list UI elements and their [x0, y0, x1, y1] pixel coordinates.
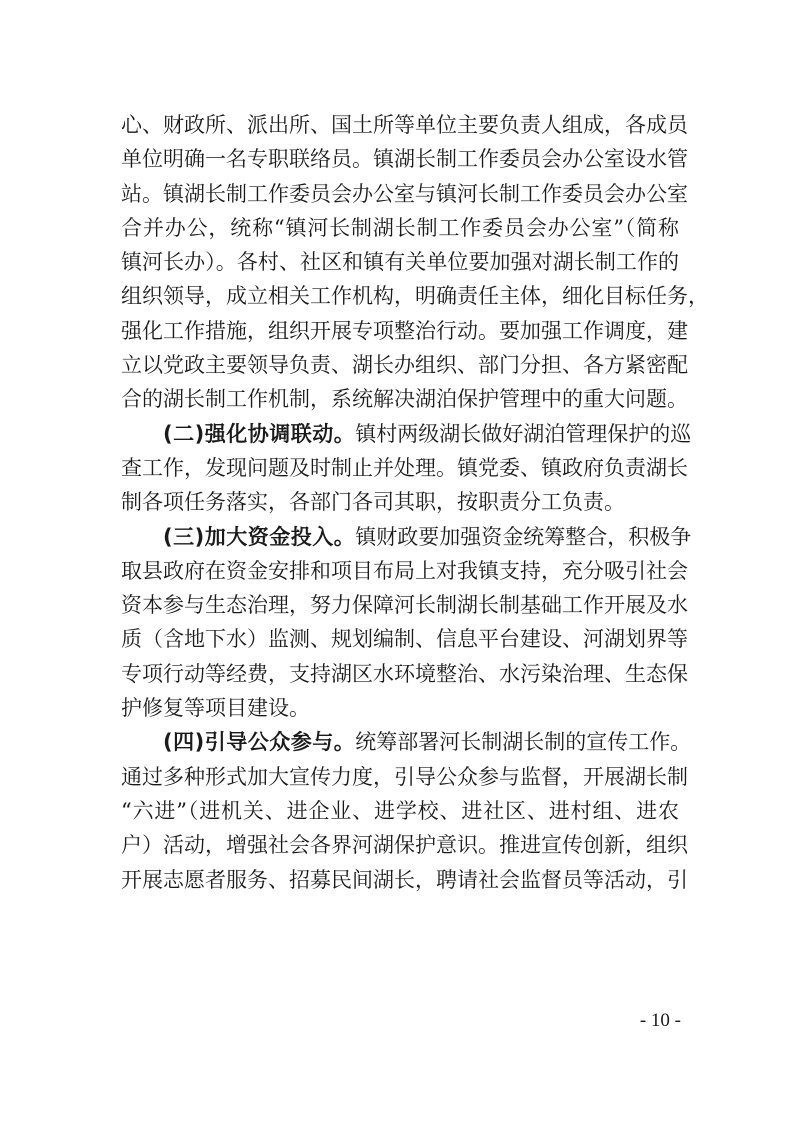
text-line: 质（含地下水）监测、规划编制、信息平台建设、河湖划界等 [121, 627, 688, 652]
text-line: 镇河长办）。各村、社区和镇有关单位要加强对湖长制工作的 [121, 250, 679, 275]
text-line: 取县政府在资金安排和项目布局上对我镇支持，充分吸引社会 [121, 558, 688, 583]
text-run: 镇财政要加强资金统筹整合，积极争 [355, 524, 692, 549]
section-funding [121, 520, 692, 726]
text-line: 合并办公，统称“镇河长制湖长制工作委员会办公室”（简称 [121, 215, 679, 240]
text-line: 单位明确一名专职联络员。镇湖长制工作委员会办公室设水管 [121, 147, 688, 172]
text-line: 强化工作措施，组织开展专项整治行动。要加强工作调度，建 [121, 318, 688, 343]
text-line [121, 725, 692, 759]
text-line: 站。镇湖长制工作委员会办公室与镇河长制工作委员会办公室 [121, 181, 688, 206]
section-public-participation [121, 725, 692, 896]
paragraph-continuation [121, 108, 709, 417]
section-heading: (四)引导公众参与。 [163, 730, 356, 755]
section-coordination [121, 417, 692, 520]
text-line: 开展志愿者服务、招募民间湖长，聘请社会监督员等活动，引 [121, 867, 688, 892]
text-line: 合的湖长制工作机制，系统解决湖泊保护管理中的重大问题。 [121, 387, 688, 412]
text-line: 组织领导，成立相关工作机构，明确责任主体，细化目标任务， [121, 284, 709, 309]
text-line: 户）活动，增强社会各界河湖保护意识。推进宣传创新，组织 [121, 833, 688, 858]
text-run: 统筹部署河长制湖长制的宣传工作。 [355, 730, 692, 755]
page-number: - 10 - [639, 1010, 681, 1031]
text-line [121, 417, 692, 451]
text-line: 资本参与生态治理，努力保障河长制湖长制基础工作开展及水 [121, 593, 688, 618]
text-line: 通过多种形式加大宣传力度，引导公众参与监督，开展湖长制 [121, 764, 688, 789]
section-heading: (二)强化协调联动。 [163, 421, 356, 446]
text-line: 立以党政主要领导负责、湖长办组织、部门分担、各方紧密配 [121, 353, 688, 378]
document-body [121, 108, 709, 897]
text-line: 护修复等项目建设。 [121, 696, 310, 721]
section-heading: (三)加大资金投入。 [163, 524, 356, 549]
text-line: 专项行动等经费，支持湖区水环境整治、水污染治理、生态保 [121, 661, 688, 686]
text-line: 查工作，发现问题及时制止并处理。镇党委、镇政府负责湖长 [121, 455, 688, 480]
text-run: 镇村两级湖长做好湖泊管理保护的巡 [355, 421, 692, 446]
text-line [121, 520, 692, 554]
text-line: “六进”（进机关、进企业、进学校、进社区、进村组、进农 [121, 798, 679, 823]
text-line: 心、财政所、派出所、国土所等单位主要负责人组成，各成员 [121, 113, 688, 137]
text-line: 制各项任务落实，各部门各司其职，按职责分工负责。 [121, 490, 625, 515]
